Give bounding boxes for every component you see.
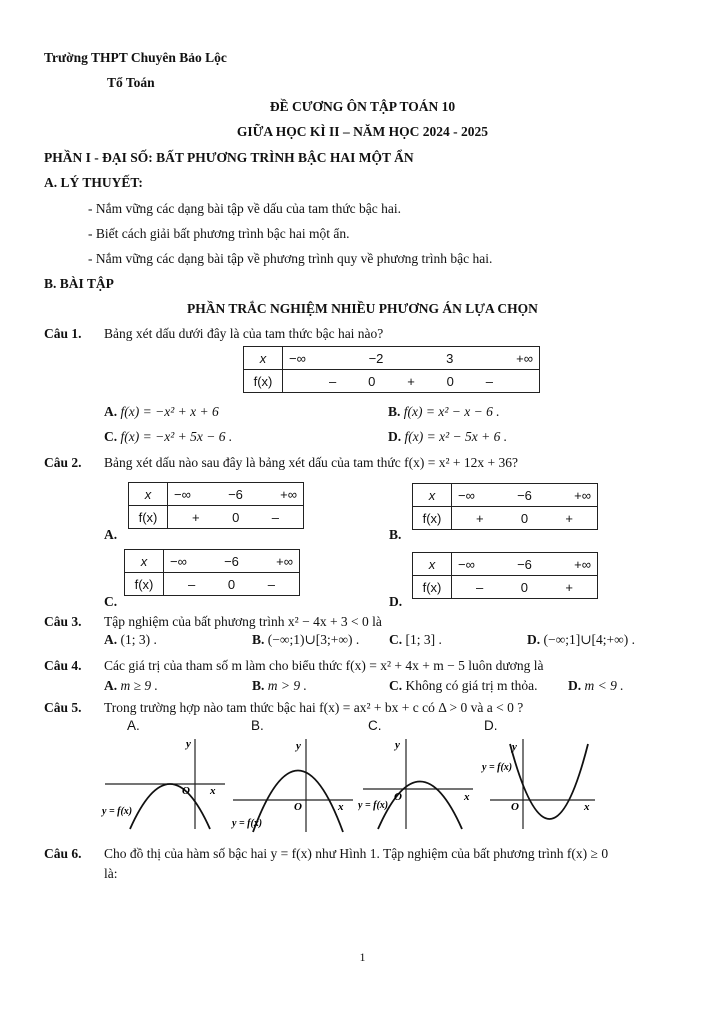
question-label: Câu 4. — [44, 658, 82, 673]
graph-option-label[interactable]: A. — [127, 718, 140, 733]
answer-option[interactable]: A. (1; 3) . — [104, 632, 157, 647]
table-cell: 0 — [520, 579, 528, 595]
table-cell: −∞ — [289, 350, 306, 366]
graph-option-label[interactable]: C. — [368, 718, 382, 733]
origin-label: O — [511, 801, 519, 813]
table-cell: −2 — [368, 350, 384, 366]
answer-option[interactable]: A. f(x) = −x² + x + 6 — [104, 404, 219, 419]
theory-item: - Nắm vững các dạng bài tập về phương trình quy về phương trình bậc hai. — [88, 251, 493, 266]
question-label: Câu 2. — [44, 455, 82, 470]
question-label: Câu 6. — [44, 846, 82, 861]
origin-label: O — [394, 791, 402, 803]
function-label: y = f(x) — [232, 818, 263, 829]
x-label: x — [584, 801, 590, 813]
answer-option[interactable]: D. f(x) = x² − 5x + 6 . — [388, 429, 508, 444]
table-cell: – — [271, 509, 279, 525]
question-text: Trong trường hợp nào tam thức bậc hai f(x) = ax² + bx + c có Δ > 0 và a < 0 ? — [104, 700, 524, 715]
table-x-label: x — [129, 483, 168, 506]
table-cell: – — [485, 373, 493, 389]
table-cell: +∞ — [574, 556, 591, 572]
sign-table-option-c[interactable] — [124, 549, 300, 596]
table-cell: +∞ — [276, 553, 293, 569]
graph-option-label[interactable]: B. — [251, 718, 264, 733]
answer-option[interactable]: B. m > 9 . — [252, 678, 307, 693]
table-x-label: x — [244, 347, 283, 370]
table-cell: −6 — [228, 486, 243, 502]
origin-label: O — [294, 801, 302, 813]
graph-option-d[interactable] — [480, 734, 605, 834]
table-cell: −∞ — [170, 553, 187, 569]
question-text: Bảng xét dấu dưới đây là của tam thức bậc hai nào? — [104, 326, 384, 341]
question-label: Câu 1. — [44, 326, 82, 341]
x-label: x — [338, 801, 344, 813]
answer-option[interactable]: C. — [104, 594, 118, 609]
document-subtitle: GIỮA HỌC KÌ II – NĂM HỌC 2024 - 2025 — [236, 124, 489, 139]
answer-option[interactable]: B. (−∞;1)∪[3;+∞) . — [252, 632, 360, 647]
parabola — [510, 744, 588, 819]
y-label: y — [186, 738, 191, 750]
table-cell: +∞ — [516, 350, 533, 366]
question-text: Bảng xét dấu nào sau đây là bảng xét dấu của tam thức f(x) = x² + 12x + 36? — [104, 455, 518, 470]
answer-option[interactable]: A. — [104, 527, 118, 542]
table-cell: + — [476, 510, 484, 526]
x-label: x — [210, 785, 216, 797]
department: Tổ Toán — [107, 75, 155, 90]
table-cell: + — [407, 373, 415, 389]
graph-option-a[interactable] — [100, 734, 230, 834]
graph-option-label[interactable]: D. — [484, 718, 498, 733]
question-text-continued: là: — [104, 866, 118, 881]
table-x-label: x — [413, 553, 452, 576]
graph-option-b[interactable] — [228, 734, 358, 834]
answer-option[interactable]: D. — [389, 594, 403, 609]
table-cell: 0 — [227, 576, 236, 592]
table-cell: 0 — [446, 373, 454, 389]
sign-table-option-a[interactable] — [128, 482, 304, 529]
table-cell: – — [188, 576, 196, 592]
table-fx-label: f(x) — [413, 576, 452, 599]
table-cell: 0 — [520, 510, 529, 526]
answer-option[interactable]: A. m ≥ 9 . — [104, 678, 158, 693]
answer-option[interactable]: C. f(x) = −x² + 5x − 6 . — [104, 429, 233, 444]
answer-option[interactable]: D. m < 9 . — [568, 678, 624, 693]
table-cell: −6 — [517, 487, 532, 503]
graph-option-c[interactable] — [358, 734, 478, 834]
exercises-heading: B. BÀI TẬP — [44, 276, 114, 291]
school-name: Trường THPT Chuyên Bảo Lộc — [44, 50, 227, 65]
theory-item: - Nắm vững các dạng bài tập về dấu của tam thức bậc hai. — [88, 201, 402, 216]
function-label: y = f(x) — [482, 762, 513, 773]
part-heading: PHẦN I - ĐẠI SỐ: BẤT PHƯƠNG TRÌNH BẬC HAI MỘT ẨN — [44, 150, 414, 165]
table-cell: – — [329, 373, 337, 389]
section-heading: PHẦN TRẮC NGHIỆM NHIỀU PHƯƠNG ÁN LỰA CHỌN — [187, 301, 538, 316]
sign-table-option-b[interactable] — [412, 483, 598, 530]
question-label: Câu 5. — [44, 700, 82, 715]
y-label: y — [512, 741, 517, 753]
theory-heading: A. LÝ THUYẾT: — [44, 175, 143, 190]
answer-option[interactable]: C. [1; 3] . — [389, 632, 442, 647]
answer-option[interactable]: C. Không có giá trị m thỏa. — [389, 678, 538, 693]
table-fx-label: f(x) — [129, 506, 168, 529]
table-fx-label: f(x) — [125, 573, 164, 596]
question-label: Câu 3. — [44, 614, 82, 629]
table-cell: −6 — [224, 553, 239, 569]
function-label: y = f(x) — [358, 800, 389, 811]
table-fx-label: f(x) — [244, 370, 283, 393]
table-cell: – — [267, 576, 275, 592]
answer-option[interactable]: B. — [389, 527, 402, 542]
question-text: Các giá trị của tham số m làm cho biểu thức f(x) = x² + 4x + m − 5 luôn dương là — [104, 658, 544, 673]
table-cell: −∞ — [174, 486, 191, 502]
parabola — [130, 784, 210, 829]
x-label: x — [464, 791, 470, 803]
sign-table-option-d[interactable] — [412, 552, 598, 599]
origin-label: O — [182, 785, 190, 797]
table-cell: + — [565, 510, 573, 526]
table-cell: +∞ — [280, 486, 297, 502]
table-cell: −∞ — [458, 487, 475, 503]
table-cell: −6 — [517, 556, 532, 572]
table-x-label: x — [413, 484, 452, 507]
table-cell: + — [565, 579, 573, 595]
table-fx-label: f(x) — [413, 507, 452, 530]
question-text: Tập nghiệm của bất phương trình x² − 4x + 3 < 0 là — [104, 614, 382, 629]
table-cell: + — [192, 509, 200, 525]
table-cell: 0 — [368, 373, 376, 389]
question-text: Cho đồ thị của hàm số bậc hai y = f(x) như Hình 1. Tập nghiệm của bất phương trình f(x) ≥ 0 — [104, 846, 609, 861]
sign-table — [243, 346, 540, 393]
document-title: ĐỀ CƯƠNG ÔN TẬP TOÁN 10 — [269, 99, 456, 114]
table-x-label: x — [125, 550, 164, 573]
function-label: y = f(x) — [102, 806, 133, 817]
table-cell: +∞ — [574, 487, 591, 503]
answer-option[interactable]: B. f(x) = x² − x − 6 . — [388, 404, 500, 419]
table-cell: 3 — [446, 350, 454, 366]
answer-option[interactable]: D. (−∞;1]∪[4;+∞) . — [527, 632, 636, 647]
table-cell: −∞ — [458, 556, 475, 572]
y-label: y — [395, 739, 400, 751]
page-number: 1 — [359, 950, 366, 964]
y-label: y — [296, 740, 301, 752]
theory-item: - Biết cách giải bất phương trình bậc hai một ẩn. — [88, 226, 350, 241]
table-cell: – — [476, 579, 484, 595]
table-cell: 0 — [232, 509, 240, 525]
